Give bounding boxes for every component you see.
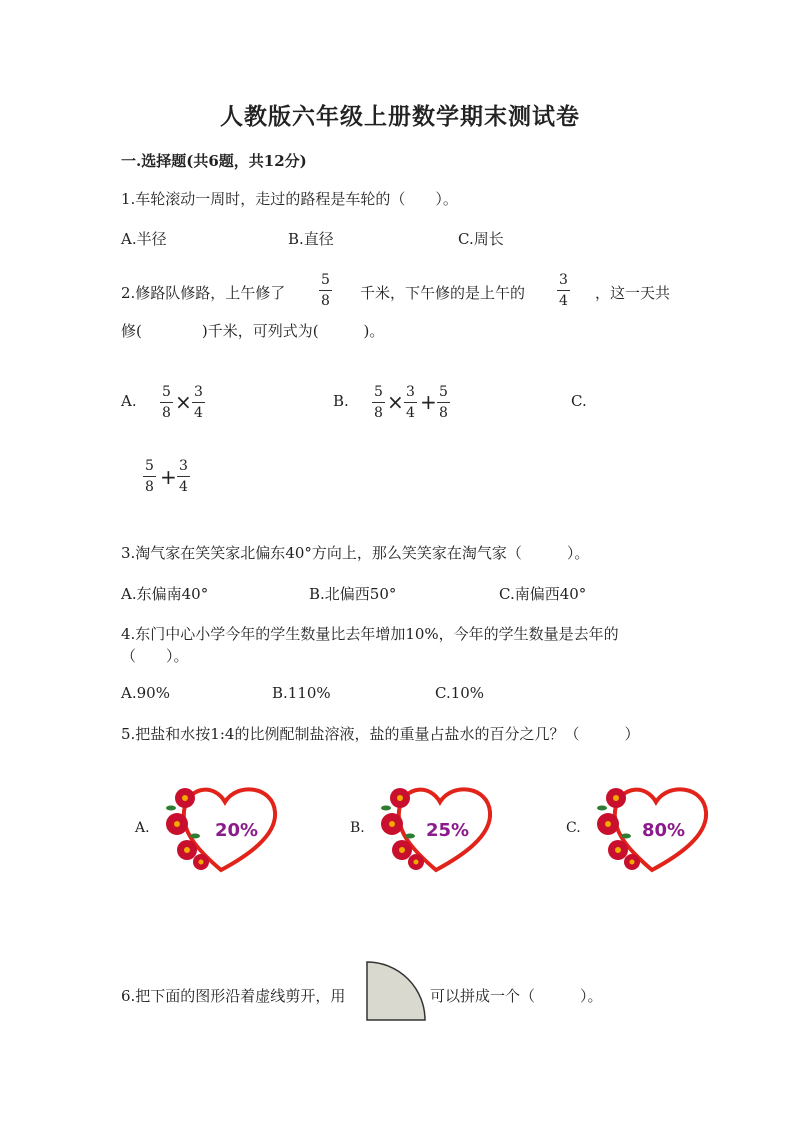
fraction-denominator: 8 <box>374 405 383 421</box>
fraction-numerator: 5 <box>145 458 154 474</box>
times-operator: × <box>175 390 192 414</box>
q5-option-c-label: C. <box>566 820 581 836</box>
q3-option-a[interactable]: A.东偏南40° <box>121 585 209 603</box>
quarter-circle-shape <box>364 959 428 1023</box>
fraction-denominator: 4 <box>406 405 415 421</box>
q2-option-c-label[interactable]: C. <box>571 392 587 410</box>
q2-option-b-fraction-2 <box>404 384 417 421</box>
question-2-text-c: ，这一天共 <box>595 284 671 302</box>
page-title: 人教版六年级上册数学期末测试卷 <box>220 103 580 130</box>
fraction-denominator: 4 <box>559 293 568 309</box>
plus-operator: + <box>420 390 437 414</box>
question-6-text-a: 6.把下面的图形沿着虚线剪开，用 <box>121 987 346 1005</box>
fraction-numerator: 5 <box>321 272 330 288</box>
q2-option-c-fraction-1 <box>143 458 156 495</box>
q1-option-c[interactable]: C.周长 <box>458 230 504 248</box>
heart-flower-icon <box>566 778 716 878</box>
times-operator: × <box>387 390 404 414</box>
q5-option-a-label: A. <box>135 820 150 836</box>
question-4-text-line1: 4.东门中心小学今年的学生数量比去年增加10%，今年的学生数量是去年的 <box>121 625 619 643</box>
question-2-text-a: 2.修路队修路，上午修了 <box>121 284 286 302</box>
fraction-bar <box>557 290 570 291</box>
fraction-bar <box>143 476 156 477</box>
q2-option-b-fraction-3 <box>437 384 450 421</box>
question-5-text: 5.把盐和水按1:4的比例配制盐溶液，盐的重量占盐水的百分之几？（ ） <box>121 725 640 743</box>
q4-option-c[interactable]: C.10% <box>435 684 485 702</box>
fraction-denominator: 4 <box>179 479 188 495</box>
fraction-denominator: 4 <box>194 405 203 421</box>
q3-option-b[interactable]: B.北偏西50° <box>309 585 397 603</box>
question-2-text-line2: 修( )千米，可列式为( )。 <box>121 322 385 340</box>
fraction-numerator: 5 <box>439 384 448 400</box>
q2-option-a-fraction-1 <box>160 384 173 421</box>
q2-fraction-2 <box>557 272 570 309</box>
section-heading: 一.选择题(共6题，共12分) <box>121 152 307 170</box>
q1-option-b[interactable]: B.直径 <box>288 230 334 248</box>
q2-option-a-fraction-2 <box>192 384 205 421</box>
q4-option-b[interactable]: B.110% <box>272 684 331 702</box>
fraction-bar <box>437 402 450 403</box>
q5-option-a[interactable] <box>135 778 285 878</box>
fraction-bar <box>192 402 205 403</box>
fraction-numerator: 5 <box>374 384 383 400</box>
q5-option-a-value: 20% <box>215 820 259 841</box>
fraction-denominator: 8 <box>162 405 171 421</box>
q2-option-b-fraction-1 <box>372 384 385 421</box>
q5-option-b-label: B. <box>350 820 365 836</box>
q1-option-a[interactable]: A.半径 <box>121 230 167 248</box>
q5-option-b[interactable] <box>350 778 500 878</box>
q4-option-a[interactable]: A.90% <box>121 684 170 702</box>
fraction-bar <box>160 402 173 403</box>
q3-option-c[interactable]: C.南偏西40° <box>499 585 587 603</box>
q2-option-b-label[interactable]: B. <box>333 392 349 410</box>
fraction-numerator: 3 <box>559 272 568 288</box>
plus-operator: + <box>160 465 177 489</box>
question-6-text-b: 可以拼成一个（ ）。 <box>430 987 603 1005</box>
heart-flower-icon <box>350 778 500 878</box>
q5-option-c[interactable] <box>566 778 716 878</box>
question-2-text-b: 千米，下午修的是上午的 <box>360 284 526 302</box>
q2-option-a-label[interactable]: A. <box>121 392 137 410</box>
question-1-text: 1.车轮滚动一周时，走过的路程是车轮的（ ）。 <box>121 190 458 208</box>
q5-option-c-value: 80% <box>642 820 686 841</box>
fraction-denominator: 8 <box>321 293 330 309</box>
fraction-numerator: 3 <box>194 384 203 400</box>
fraction-numerator: 3 <box>179 458 188 474</box>
fraction-denominator: 8 <box>145 479 154 495</box>
question-3-text: 3.淘气家在笑笑家北偏东40°方向上，那么笑笑家在淘气家（ ）。 <box>121 544 590 562</box>
q5-option-b-value: 25% <box>426 820 470 841</box>
q2-fraction-1 <box>319 272 332 309</box>
fraction-bar <box>372 402 385 403</box>
fraction-bar <box>404 402 417 403</box>
fraction-numerator: 5 <box>162 384 171 400</box>
question-4-text-line2: （ ）。 <box>121 647 189 665</box>
fraction-denominator: 8 <box>439 405 448 421</box>
fraction-bar <box>177 476 190 477</box>
fraction-numerator: 3 <box>406 384 415 400</box>
q2-option-c-fraction-2 <box>177 458 190 495</box>
fraction-bar <box>319 290 332 291</box>
heart-flower-icon <box>135 778 285 878</box>
